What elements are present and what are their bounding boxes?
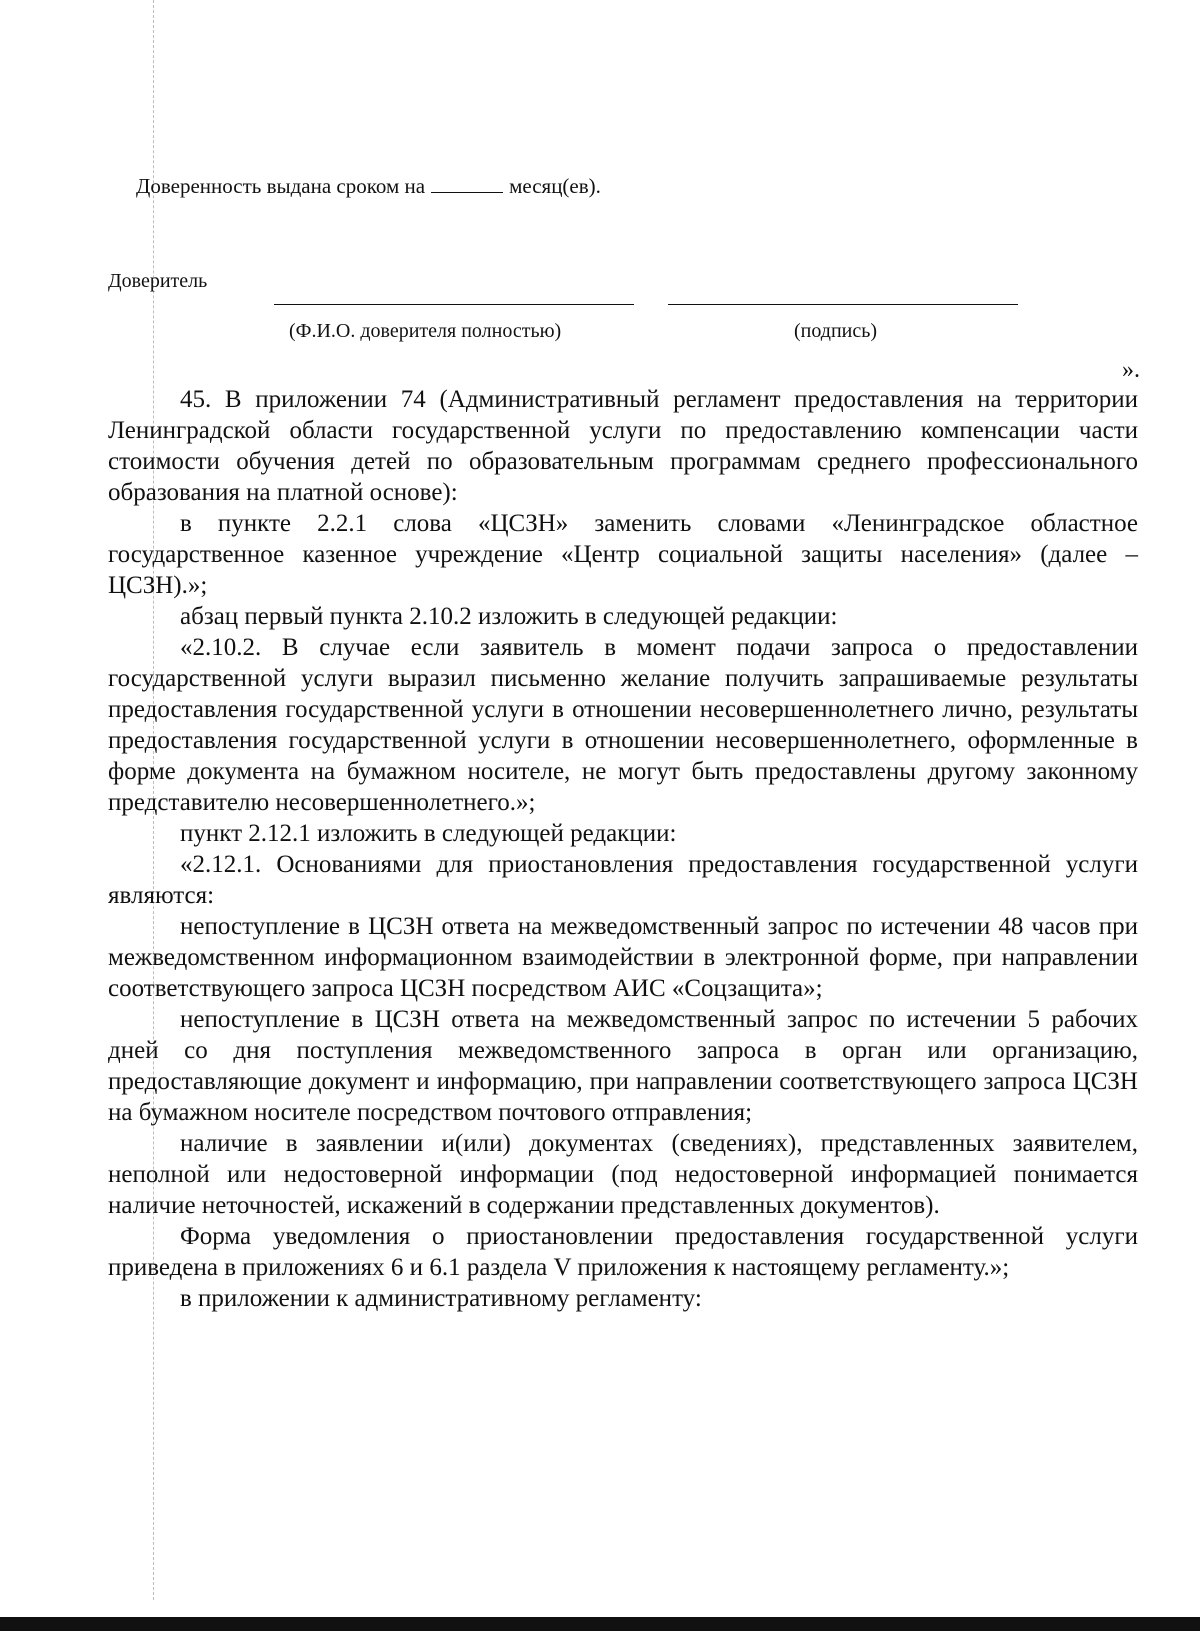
validity-prefix: Доверенность выдана сроком на — [136, 174, 426, 198]
scan-bottom-edge — [0, 1617, 1200, 1631]
paragraph: абзац первый пункта 2.10.2 изложить в следующей редакции: — [180, 603, 838, 630]
signature-blank-line — [668, 304, 1018, 305]
paragraph: 45. В приложении 74 (Административный регламент предоставления на территории Ленинградской области государственной услуги по предоставлению компенсации части стоимости обучения детей по образовательным программам среднего профессионального образования на платной основе): — [108, 386, 1138, 506]
validity-line — [136, 174, 601, 199]
paragraph: Форма уведомления о приостановлении предоставления государственной услуги приведена в приложениях 6 и 6.1 раздела V приложения к настоящему регламенту.»; — [108, 1223, 1138, 1281]
paragraph: наличие в заявлении и(или) документах (сведениях), представленных заявителем, неполной или недостоверной информации (под недостоверной информацией понимается наличие неточностей, искажений в содержании представленных документов). — [108, 1130, 1138, 1219]
paragraph: «2.10.2. В случае если заявитель в момент подачи запроса о предоставлении государственной услуги выразил письменно желание получить запрашиваемые результаты предоставления государственной услуги в отношении несовершеннолетнего лично, результаты предоставления государственной услуги в отношении несовершеннолетнего, оформленные в форме документа на бумажном носителе, не могут быть предоставлены другому законному представителю несовершеннолетнего.»; — [108, 634, 1138, 816]
principal-label: Доверитель — [108, 270, 208, 292]
paragraph: в пункте 2.2.1 слова «ЦСЗН» заменить словами «Ленинградское областное государственное казенное учреждение «Центр социальной защиты населения» (далее – ЦСЗН).»; — [108, 510, 1138, 599]
paragraph: пункт 2.12.1 изложить в следующей редакции: — [180, 820, 677, 847]
signature-caption: (подпись) — [794, 320, 878, 342]
paragraph: непоступление в ЦСЗН ответа на межведомственный запрос по истечении 48 часов при межведомственном информационном взаимодействии в электронной форме, при направлении соответствующего запроса ЦСЗН посредством АИС «Соцзащита»; — [108, 913, 1138, 1002]
fio-caption: (Ф.И.О. доверителя полностью) — [289, 320, 562, 342]
paragraph: в приложении к административному регламенту: — [180, 1285, 702, 1312]
paragraph: непоступление в ЦСЗН ответа на межведомственный запрос по истечении 5 рабочих дней со дня поступления межведомственного запроса в орган или организацию, предоставляющие документ и информацию, при направлении соответствующего запроса ЦСЗН на бумажном носителе посредством почтового отправления; — [108, 1006, 1138, 1126]
fio-blank-line — [274, 304, 634, 305]
closing-quote: ». — [1122, 357, 1140, 383]
paragraph: «2.12.1. Основаниями для приостановления предоставления государственной услуги являются: — [108, 851, 1138, 909]
validity-suffix: месяц(ев). — [509, 174, 601, 198]
document-body — [108, 384, 1138, 1314]
months-blank-field — [431, 191, 503, 193]
